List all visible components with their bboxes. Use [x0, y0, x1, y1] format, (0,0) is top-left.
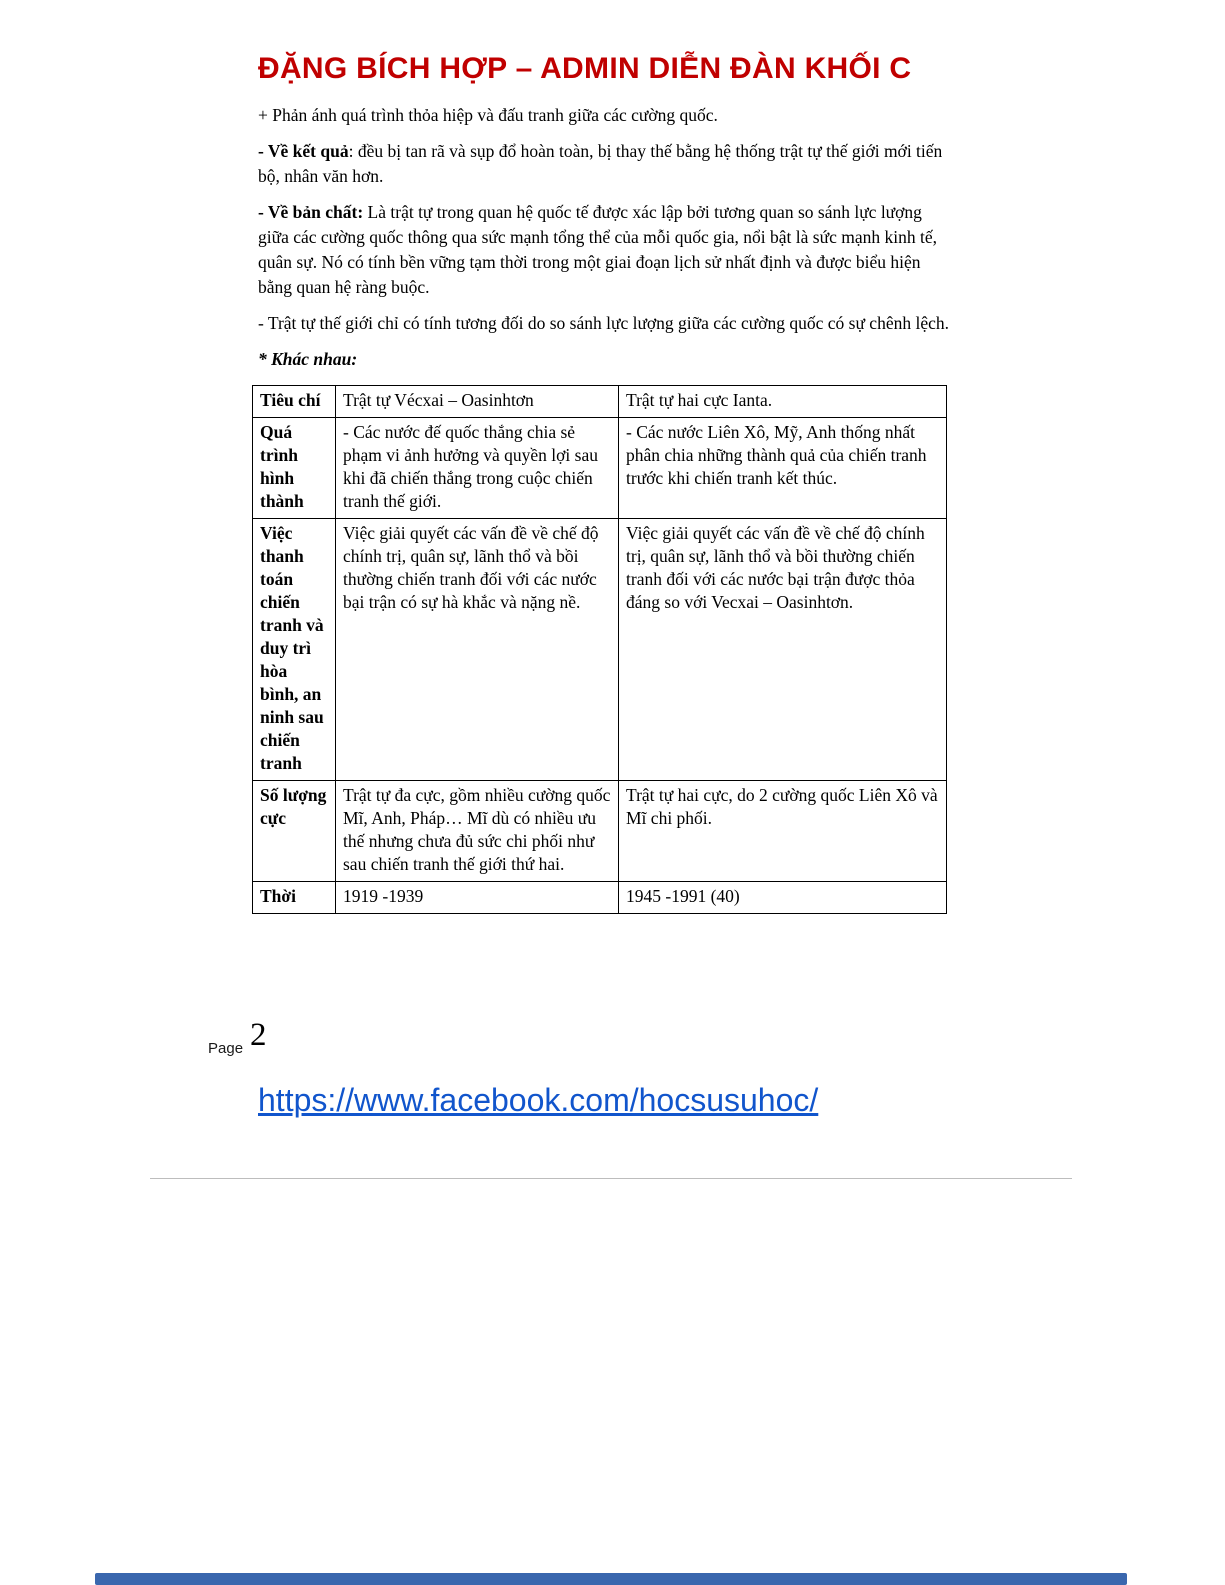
cell-criteria: Thời [253, 882, 336, 914]
page-number: 2 [250, 1017, 267, 1053]
bottom-blue-bar [95, 1573, 1127, 1585]
table-row-qua-trinh [253, 418, 947, 519]
section-heading-khac-nhau: * Khác nhau: [258, 349, 358, 369]
cell-vecxai: - Các nước đế quốc thắng chia sẻ phạm vi ảnh hưởng và quyền lợi sau khi đã chiến thắng trong cuộc chiến tranh thế giới. [336, 418, 619, 519]
paragraph-ket-qua-lead: - Về kết quả [258, 141, 349, 161]
cell-ianta: Trật tự hai cực, do 2 cường quốc Liên Xô và Mĩ chi phối. [619, 781, 947, 882]
paragraph-ket-qua-text: : đều bị tan rã và sụp đổ hoàn toàn, bị thay thế bằng hệ thống trật tự thế giới mới tiến bộ, nhân văn hơn. [258, 141, 943, 186]
comparison-table [252, 385, 947, 914]
cell-ianta: 1945 -1991 (40) [619, 882, 947, 914]
cell-vecxai: Việc giải quyết các vấn đề về chế độ chính trị, quân sự, lãnh thổ và bồi thường chiến tranh đối với các nước bại trận có sự hà khắc và nặng nề. [336, 519, 619, 781]
page-title: ĐẶNG BÍCH HỢP – ADMIN DIỄN ĐÀN KHỐI C [258, 52, 912, 85]
table-row-thoi [253, 882, 947, 914]
horizontal-divider [150, 1178, 1072, 1179]
paragraph-ket-qua [258, 139, 950, 189]
cell-criteria: Việc thanh toán chiến tranh và duy trì hòa bình, an ninh sau chiến tranh [253, 519, 336, 781]
paragraph-ban-chat-text: Là trật tự trong quan hệ quốc tế được xác lập bởi tương quan so sánh lực lượng giữa các cường quốc thông qua sức mạnh tổng thể của mỗi quốc gia, nổi bật là sức mạnh kinh tế, quân sự. Nó có tính bền vững tạm thời trong một giai đoạn lịch sử nhất định và được biểu hiện bằng quan hệ ràng buộc. [258, 202, 937, 297]
cell-criteria: Quá trình hình thành [253, 418, 336, 519]
cell-ianta: Việc giải quyết các vấn đề về chế độ chính trị, quân sự, lãnh thổ và bồi thường chiến tranh đối với các nước bại trận được thỏa đáng so với Vecxai – Oasinhtơn. [619, 519, 947, 781]
header-cell-ianta: Trật tự hai cực Ianta. [619, 386, 947, 418]
cell-ianta: - Các nước Liên Xô, Mỹ, Anh thống nhất phân chia những thành quả của chiến tranh trước khi chiến tranh kết thúc. [619, 418, 947, 519]
header-cell-tieu-chi: Tiêu chí [253, 386, 336, 418]
table-row-so-luong-cuc [253, 781, 947, 882]
paragraph-ban-chat-lead: - Về bản chất: [258, 202, 364, 222]
cell-vecxai: Trật tự đa cực, gồm nhiều cường quốc Mĩ, Anh, Pháp… Mĩ dù có nhiều ưu thế nhưng chưa đủ sức chi phối như sau chiến tranh thế giới thứ hai. [336, 781, 619, 882]
cell-vecxai: 1919 -1939 [336, 882, 619, 914]
paragraph-ban-chat [258, 200, 950, 300]
header-cell-vecxai: Trật tự Vécxai – Oasinhtơn [336, 386, 619, 418]
document-content [258, 50, 950, 914]
paragraph-phan-anh: + Phản ánh quá trình thỏa hiệp và đấu tranh giữa các cường quốc. [258, 105, 718, 125]
paragraph-trat-tu: - Trật tự thế giới chỉ có tính tương đối do so sánh lực lượng giữa các cường quốc có sự chênh lệch. [258, 313, 949, 333]
table-row-thanh-toan [253, 519, 947, 781]
page-label: Page [208, 1040, 244, 1057]
facebook-link[interactable]: https://www.facebook.com/hocsusuhoc/ [258, 1082, 819, 1118]
table-header-row [253, 386, 947, 418]
cell-criteria: Số lượng cực [253, 781, 336, 882]
